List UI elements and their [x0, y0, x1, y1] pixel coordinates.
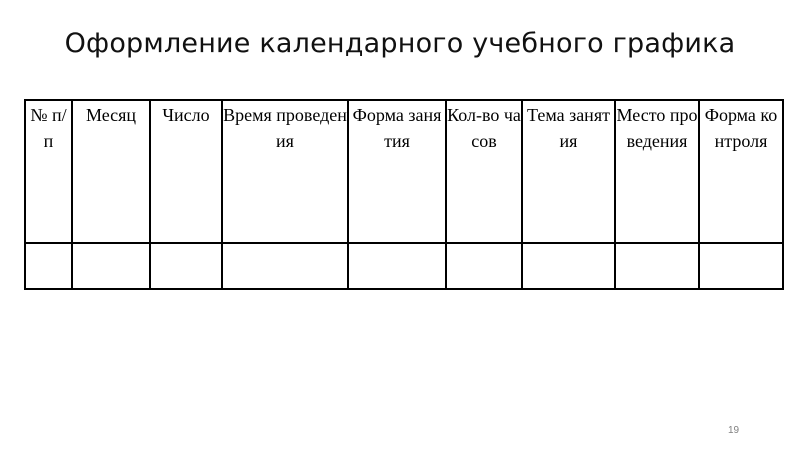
table-cell — [615, 243, 699, 289]
header-cell-month: Месяц — [72, 100, 150, 243]
header-cell-lesson-form: Форма занятия — [348, 100, 446, 243]
page-number: 19 — [728, 425, 740, 436]
schedule-table — [24, 99, 784, 290]
table-cell — [522, 243, 615, 289]
slide-title: Оформление календарного учебного графика — [64, 28, 736, 59]
table-row — [25, 243, 783, 289]
table-header-row — [25, 100, 783, 243]
table-cell — [348, 243, 446, 289]
header-cell-date: Число — [150, 100, 222, 243]
table-cell — [150, 243, 222, 289]
table-cell — [222, 243, 348, 289]
header-cell-number: № п/п — [25, 100, 72, 243]
table-cell — [446, 243, 522, 289]
header-cell-hours: Кол-во часов — [446, 100, 522, 243]
header-cell-time: Время проведения — [222, 100, 348, 243]
header-cell-topic: Тема занятия — [522, 100, 615, 243]
table-cell — [699, 243, 783, 289]
header-cell-location: Место проведения — [615, 100, 699, 243]
table-cell — [72, 243, 150, 289]
table-cell — [25, 243, 72, 289]
header-cell-control-form: Форма контроля — [699, 100, 783, 243]
